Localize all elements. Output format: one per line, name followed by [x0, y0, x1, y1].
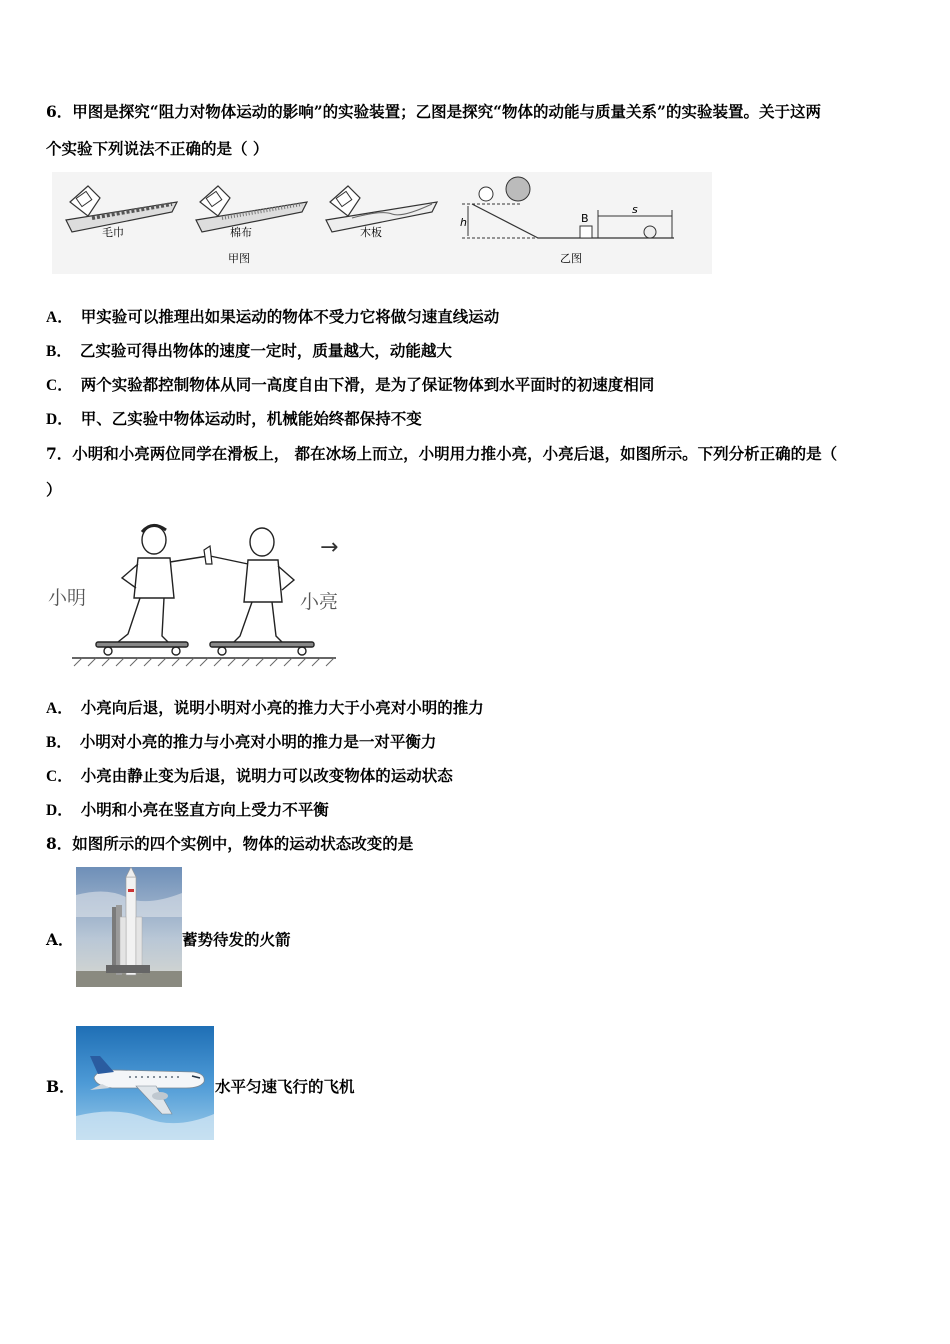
rocket-image [76, 867, 182, 987]
label-towel: 毛巾 [102, 226, 124, 239]
q7-option-d [46, 800, 329, 821]
q6-option-d [46, 409, 422, 430]
option-label: A． [46, 309, 73, 326]
caption-jia: 甲图 [228, 252, 250, 265]
option-label: A． [46, 700, 73, 717]
q6-option-a [46, 307, 499, 328]
label-wood: 木板 [360, 226, 382, 239]
q7-figure [44, 518, 364, 670]
option-label: B． [46, 734, 72, 751]
option-text: 甲、乙实验中物体运动时，机械能始终都保持不变 [80, 409, 422, 428]
option-text: 乙实验可得出物体的速度一定时，质量越大，动能越大 [79, 341, 452, 360]
label-B: B [581, 212, 589, 225]
person-xiaoming [96, 525, 208, 655]
q8-stem: 8．如图所示的四个实例中，物体的运动状态改变的是 [46, 834, 414, 853]
q7-stem-line1: 7．小明和小亮两位同学在滑板上， 都在冰场上而立，小明用力推小亮，小亮后退，如图所示。下列分析正确的是（ [46, 444, 838, 463]
option-label: C． [46, 768, 73, 785]
q8-option-a-text: 蓄势待发的火箭 [182, 930, 291, 949]
option-text: 两个实验都控制物体从同一高度自由下滑，是为了保证物体到水平面时的初速度相同 [80, 375, 655, 394]
label-xiaoliang: 小亮 [300, 591, 339, 613]
q6-figure [52, 172, 712, 274]
option-label: D． [46, 802, 73, 819]
option-text: 小明对小亮的推力与小亮对小明的推力是一对平衡力 [79, 732, 437, 751]
q8-option-b-text: 水平匀速飞行的飞机 [215, 1077, 355, 1096]
option-text: 小亮向后退，说明小明对小亮的推力大于小亮对小明的推力 [80, 698, 484, 717]
q6-stem-line2: 个实验下列说法不正确的是（ ） [46, 139, 269, 158]
q6-option-c [46, 375, 654, 396]
label-s: s [632, 203, 638, 216]
q6-stem-line1: 6．甲图是探究“阻力对物体运动的影响”的实验装置；乙图是探究“物体的动能与质量关系”的实验装置。关于这两 [46, 102, 821, 121]
option-label: B． [46, 343, 72, 360]
label-h: h [460, 216, 467, 229]
q7-option-a [46, 698, 484, 719]
label-xiaoming: 小明 [48, 587, 87, 609]
person-xiaoliang [210, 528, 314, 655]
figure-background [52, 172, 712, 274]
option-label: C． [46, 377, 73, 394]
airplane-image [76, 1026, 214, 1140]
caption-yi: 乙图 [560, 252, 582, 265]
option-text: 甲实验可以推理出如果运动的物体不受力它将做匀速直线运动 [80, 307, 500, 326]
q8-option-a-label: A． [46, 930, 74, 949]
q7-stem-line2: ） [46, 480, 62, 499]
q7-option-c [46, 766, 453, 787]
q8-option-b-label: B． [46, 1077, 75, 1096]
label-cotton: 棉布 [230, 226, 252, 239]
option-text: 小亮由静止变为后退，说明力可以改变物体的运动状态 [80, 766, 453, 785]
hands [204, 546, 212, 564]
arrow-right-icon: → [320, 535, 339, 560]
q7-option-b [46, 732, 436, 753]
option-text: 小明和小亮在竖直方向上受力不平衡 [80, 800, 329, 819]
option-label: D． [46, 411, 73, 428]
q6-option-b [46, 341, 452, 362]
